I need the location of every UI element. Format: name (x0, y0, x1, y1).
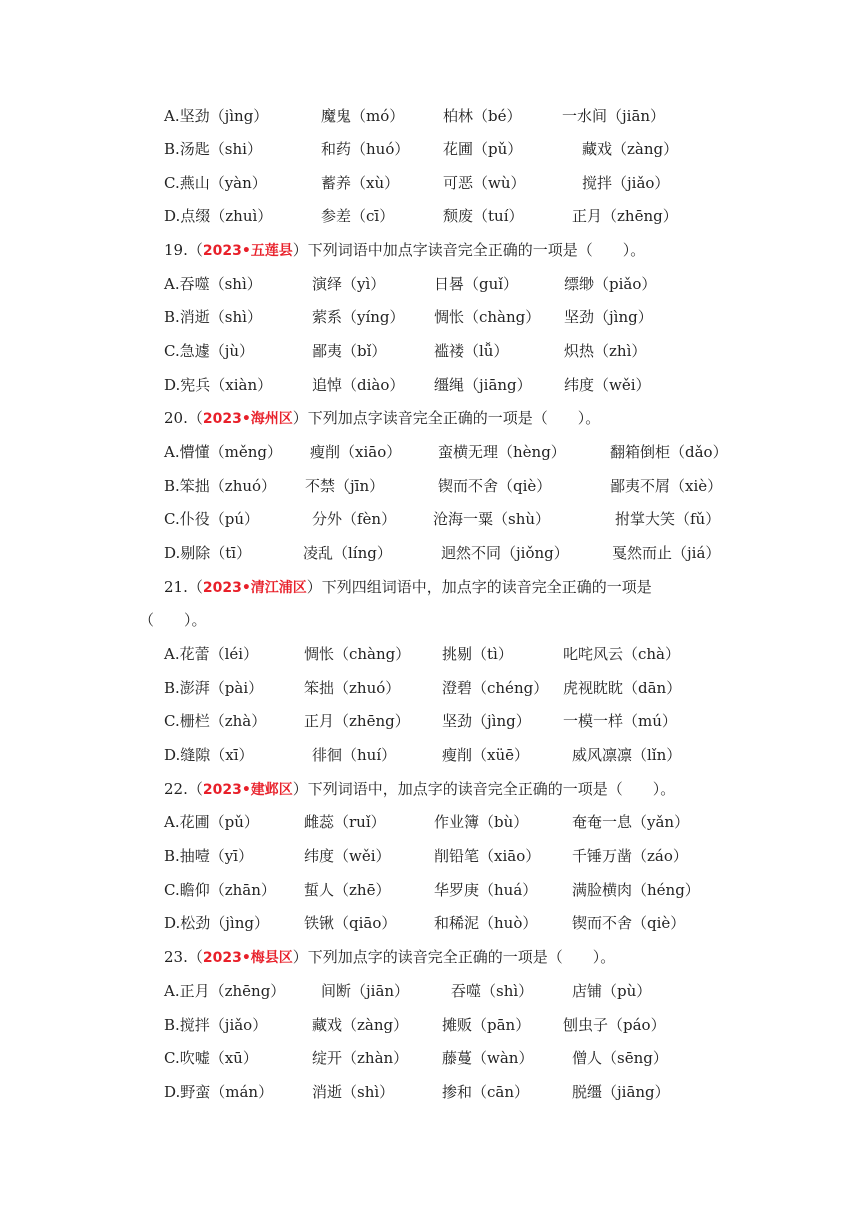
question-text-cont: （ ）。 (139, 611, 207, 629)
option-cell: 刨虫子（páo） (563, 1016, 666, 1034)
option-cell: D.剔除（tī） (164, 544, 252, 562)
question-source: 2023•五莲县 (202, 243, 293, 259)
option-cell: 满脸横肉（héng） (572, 881, 700, 899)
option-cell: 萦系（yíng） (312, 308, 405, 326)
option-cell: D.宪兵（xiàn） (164, 376, 273, 394)
option-cell: 一模一样（mú） (563, 712, 677, 730)
question-20 (164, 401, 600, 435)
option-cell: C.燕山（yàn） (164, 174, 267, 192)
option-cell: D.缝隙（xī） (164, 746, 254, 764)
option-cell: 褴褛（lǚ） (434, 342, 509, 360)
option-cell: 绽开（zhàn） (312, 1049, 409, 1067)
option-cell: 藏戏（zàng） (312, 1016, 409, 1034)
option-cell: 千锤万凿（záo） (572, 847, 688, 865)
option-cell: 魔鬼（mó） (321, 107, 405, 125)
option-cell: C.瞻仰（zhān） (164, 881, 276, 899)
option-cell: 追悼（diào） (312, 376, 405, 394)
option-cell: 和药（huó） (321, 140, 410, 158)
option-cell: 蛮横无理（hèng） (438, 443, 566, 461)
option-cell: 消逝（shì） (312, 1083, 395, 1101)
option-cell: 叱咤风云（chà） (563, 645, 681, 663)
question-source: 2023•建邺区 (202, 782, 293, 798)
question-text: ）下列四组词语中，加点字的读音完全正确的一项是 (306, 578, 652, 596)
option-cell: 锲而不舍（qiè） (572, 914, 686, 932)
option-cell: 一水间（jiān） (562, 107, 666, 125)
option-cell: 戛然而止（jiá） (612, 544, 721, 562)
option-cell: 掺和（cān） (442, 1083, 530, 1101)
option-cell: 作业簿（bù） (434, 813, 529, 831)
option-cell: 柏林（bé） (443, 107, 522, 125)
question-number: 19.（ (164, 241, 203, 259)
option-cell: 惆怅（chàng） (434, 308, 541, 326)
question-number: 21.（ (164, 578, 203, 596)
question-source: 2023•梅县区 (202, 950, 293, 966)
option-cell: C.急遽（jù） (164, 342, 255, 360)
option-cell: B.澎湃（pài） (164, 679, 264, 697)
option-cell: B.汤匙（shi） (164, 140, 262, 158)
option-cell: 正月（zhēng） (572, 207, 678, 225)
option-cell: 演绎（yì） (312, 275, 386, 293)
option-cell: 沧海一粟（shù） (433, 510, 551, 528)
option-cell: 蓄养（xù） (321, 174, 400, 192)
option-cell: 纬度（wěi） (304, 847, 391, 865)
question-source: 2023•清江浦区 (202, 580, 307, 596)
option-cell: 威风凛凛（lǐn） (572, 746, 682, 764)
option-cell: C.栅栏（zhà） (164, 712, 267, 730)
option-cell: 分外（fèn） (312, 510, 397, 528)
option-cell: A.花蕾（léi） (164, 645, 259, 663)
question-text: ）下列词语中，加点字的读音完全正确的一项是（ ）。 (292, 780, 676, 798)
option-cell: 徘徊（huí） (312, 746, 397, 764)
option-cell: B.消逝（shì） (164, 308, 262, 326)
option-cell: 可恶（wù） (443, 174, 526, 192)
option-cell: A.懵懂（měng） (164, 443, 282, 461)
option-cell: 鄙夷（bǐ） (312, 342, 387, 360)
question-number: 23.（ (164, 948, 203, 966)
question-text: ）下列词语中加点字读音完全正确的一项是（ ）。 (292, 241, 646, 259)
option-cell: D.野蛮（mán） (164, 1083, 274, 1101)
question-21-continuation (139, 603, 207, 637)
option-cell: 华罗庚（huá） (434, 881, 538, 899)
option-cell: 笨拙（zhuó） (304, 679, 401, 697)
question-21 (164, 570, 652, 604)
option-cell: 正月（zhēng） (304, 712, 410, 730)
option-cell: 坚劲（jìng） (564, 308, 653, 326)
option-cell: B.笨拙（zhuó） (164, 477, 277, 495)
question-number: 22.（ (164, 780, 203, 798)
option-cell: 不禁（jīn） (305, 477, 385, 495)
option-cell: B.搅拌（jiǎo） (164, 1016, 268, 1034)
question-19 (164, 233, 645, 267)
option-cell: 奄奄一息（yǎn） (572, 813, 690, 831)
option-cell: 拊掌大笑（fǔ） (615, 510, 721, 528)
option-cell: 鄙夷不屑（xiè） (610, 477, 723, 495)
option-cell: 削铅笔（xiāo） (434, 847, 541, 865)
option-cell: 锲而不舍（qiè） (438, 477, 552, 495)
option-cell: 虎视眈眈（dān） (563, 679, 682, 697)
question-text: ）下列加点字读音完全正确的一项是（ ）。 (292, 409, 601, 427)
option-cell: 藏戏（zàng） (582, 140, 679, 158)
option-cell: 挑剔（tì） (442, 645, 513, 663)
option-cell: 日晷（guǐ） (434, 275, 519, 293)
option-cell: D.点缀（zhuì） (164, 207, 273, 225)
option-cell: 花圃（pǔ） (443, 140, 523, 158)
option-cell: 瘦削（xüē） (442, 746, 529, 764)
option-cell: A.花圃（pǔ） (164, 813, 259, 831)
option-cell: 和稀泥（huò） (434, 914, 538, 932)
question-number: 20.（ (164, 409, 203, 427)
option-cell: 店铺（pù） (572, 982, 652, 1000)
option-cell: 凌乱（líng） (303, 544, 392, 562)
option-cell: C.吹嘘（xū） (164, 1049, 258, 1067)
option-cell: 搅拌（jiǎo） (582, 174, 670, 192)
option-cell: D.松劲（jìng） (164, 914, 269, 932)
option-cell: 藤蔓（wàn） (442, 1049, 534, 1067)
option-cell: 参差（cī） (321, 207, 395, 225)
option-cell: 缰绳（jiāng） (434, 376, 532, 394)
option-cell: 脱缰（jiāng） (572, 1083, 670, 1101)
question-source: 2023•海州区 (202, 411, 293, 427)
option-cell: 蜇人（zhē） (304, 881, 391, 899)
option-cell: 缥缈（piǎo） (564, 275, 657, 293)
option-cell: A.坚劲（jìng） (164, 107, 269, 125)
option-cell: 间断（jiān） (321, 982, 410, 1000)
option-cell: 翻箱倒柜（dǎo） (610, 443, 728, 461)
option-cell: 炽热（zhì） (564, 342, 647, 360)
option-cell: C.仆役（pú） (164, 510, 259, 528)
question-22 (164, 772, 675, 806)
question-text: ）下列加点字的读音完全正确的一项是（ ）。 (292, 948, 616, 966)
option-cell: 雌蕊（ruǐ） (304, 813, 386, 831)
option-cell: 颓废（tuí） (443, 207, 524, 225)
question-23 (164, 940, 615, 974)
option-cell: B.抽噎（yī） (164, 847, 254, 865)
option-cell: A.吞噬（shì） (164, 275, 262, 293)
option-cell: 摊贩（pān） (442, 1016, 531, 1034)
option-cell: 惆怅（chàng） (304, 645, 411, 663)
option-cell: 吞噬（shì） (451, 982, 534, 1000)
option-cell: 瘦削（xiāo） (310, 443, 402, 461)
option-cell: 坚劲（jìng） (442, 712, 531, 730)
option-cell: 铁锹（qiāo） (304, 914, 397, 932)
option-cell: 澄碧（chéng） (442, 679, 549, 697)
option-cell: 僧人（sēng） (572, 1049, 668, 1067)
option-cell: 纬度（wěi） (564, 376, 651, 394)
option-cell: 迥然不同（jiǒng） (441, 544, 569, 562)
option-cell: A.正月（zhēng） (164, 982, 286, 1000)
